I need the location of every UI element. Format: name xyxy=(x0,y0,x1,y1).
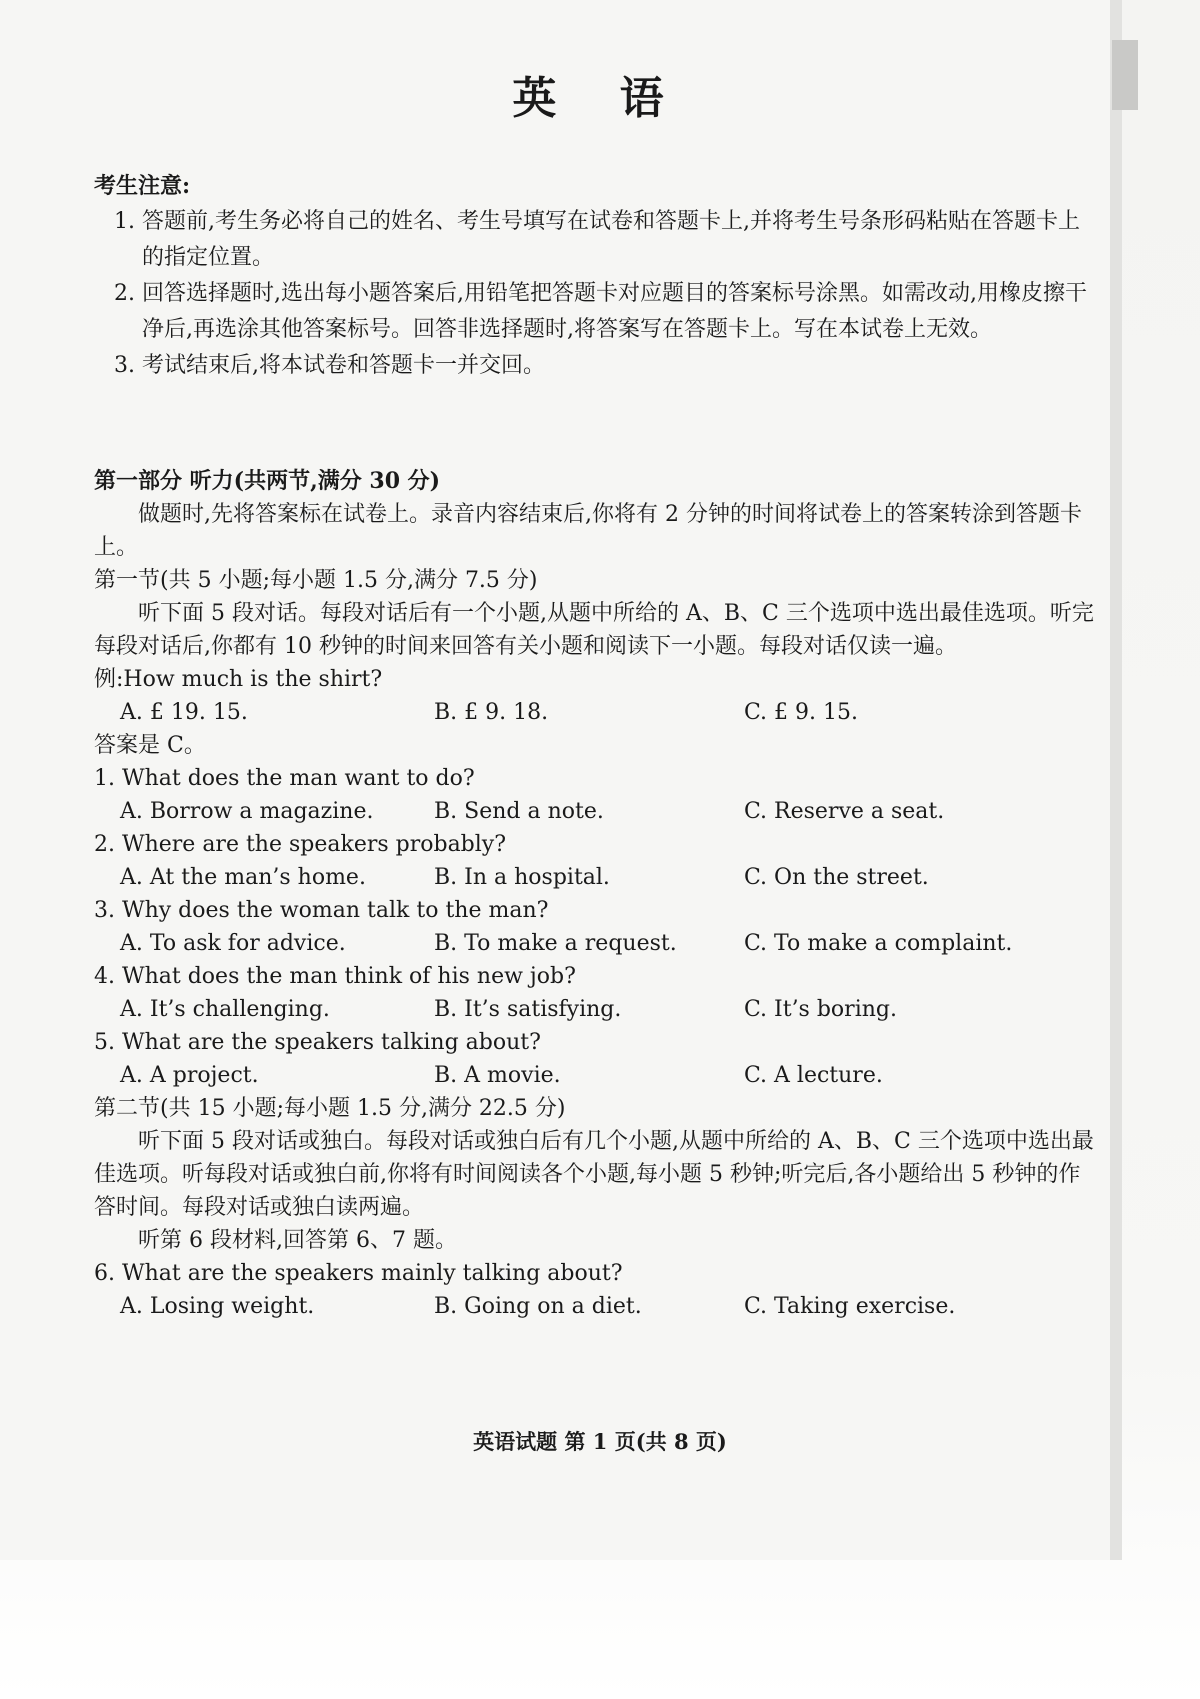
option-a: A. Losing weight. xyxy=(120,1294,315,1319)
part1-block xyxy=(94,465,1094,1323)
question-3-options xyxy=(94,927,1094,960)
question-6: 6. What are the speakers mainly talking about? xyxy=(94,1261,623,1286)
option-b: B. It’s satisfying. xyxy=(434,997,622,1022)
option-a: A. To ask for advice. xyxy=(120,931,346,956)
question-2-options xyxy=(94,861,1094,894)
question-3: 3. Why does the woman talk to the man? xyxy=(94,898,549,923)
notice-heading: 考生注意: xyxy=(94,173,191,199)
question-4-options xyxy=(94,993,1094,1026)
part1-intro: 做题时,先将答案标在试卷上。录音内容结束后,你将有 2 分钟的时间将试卷上的答案转涂到答题卡上。 xyxy=(94,502,1082,560)
example-answer: 答案是 C。 xyxy=(94,733,206,758)
material-instruction: 听第 6 段材料,回答第 6、7 题。 xyxy=(138,1228,457,1253)
notice-block xyxy=(94,168,1094,384)
option-b: B. Going on a diet. xyxy=(434,1294,642,1319)
example-options xyxy=(94,696,1094,729)
option-a: A. £ 19. 15. xyxy=(120,700,248,725)
part1-heading: 第一部分 听力(共两节,满分 30 分) xyxy=(94,468,441,494)
option-c: C. To make a complaint. xyxy=(744,931,1013,956)
page-title: 英 语 xyxy=(512,73,688,124)
option-b: B. In a hospital. xyxy=(434,865,610,890)
section2-intro: 听下面 5 段对话或独白。每段对话或独白后有几个小题,从题中所给的 A、B、C 三个选项中选出最佳选项。听每段对话或独白前,你将有时间阅读各个小题,每小题 5 秒钟;听完后,各小题给出 5 秒钟的作答时间。每段对话或独白读两遍。 xyxy=(94,1129,1094,1220)
option-b: B. Send a note. xyxy=(434,799,604,824)
notice-item: 3. 考试结束后,将本试卷和答题卡一并交回。 xyxy=(114,353,545,378)
option-a: A. Borrow a magazine. xyxy=(120,799,374,824)
option-b: B. A movie. xyxy=(434,1063,561,1088)
notice-item: 1. 答题前,考生务必将自己的姓名、考生号填写在试卷和答题卡上,并将考生号条形码粘贴在答题卡上的指定位置。 xyxy=(114,209,1080,270)
option-c: C. On the street. xyxy=(744,865,929,890)
question-1-options xyxy=(94,795,1094,828)
option-c: C. A lecture. xyxy=(744,1063,883,1088)
option-a: A. It’s challenging. xyxy=(120,997,330,1022)
question-5-options xyxy=(94,1059,1094,1092)
option-b: B. To make a request. xyxy=(434,931,677,956)
question-5: 5. What are the speakers talking about? xyxy=(94,1030,541,1055)
section2-heading: 第二节(共 15 小题;每小题 1.5 分,满分 22.5 分) xyxy=(94,1096,566,1121)
option-c: C. Reserve a seat. xyxy=(744,799,945,824)
question-1: 1. What does the man want to do? xyxy=(94,766,475,791)
scan-gutter xyxy=(1110,0,1122,1560)
question-4: 4. What does the man think of his new job? xyxy=(94,964,576,989)
option-c: C. £ 9. 15. xyxy=(744,700,858,725)
option-b: B. £ 9. 18. xyxy=(434,700,549,725)
option-a: A. At the man’s home. xyxy=(120,865,366,890)
option-a: A. A project. xyxy=(120,1063,259,1088)
question-2: 2. Where are the speakers probably? xyxy=(94,832,507,857)
section1-intro: 听下面 5 段对话。每段对话后有一个小题,从题中所给的 A、B、C 三个选项中选出最佳选项。听完每段对话后,你都有 10 秒钟的时间来回答有关小题和阅读下一小题。每段对话仅读一遍。 xyxy=(94,601,1094,659)
example-question: 例:How much is the shirt? xyxy=(94,667,383,692)
notice-item: 2. 回答选择题时,选出每小题答案后,用铅笔把答题卡对应题目的答案标号涂黑。如需改动,用橡皮擦干净后,再选涂其他答案标号。回答非选择题时,将答案写在答题卡上。写在本试卷上无效。 xyxy=(114,281,1087,342)
question-6-options xyxy=(94,1290,1094,1323)
option-c: C. Taking exercise. xyxy=(744,1294,956,1319)
page-footer: 英语试题 第 1 页(共 8 页) xyxy=(473,1429,727,1454)
option-c: C. It’s boring. xyxy=(744,997,897,1022)
section1-heading: 第一节(共 5 小题;每小题 1.5 分,满分 7.5 分) xyxy=(94,568,538,593)
